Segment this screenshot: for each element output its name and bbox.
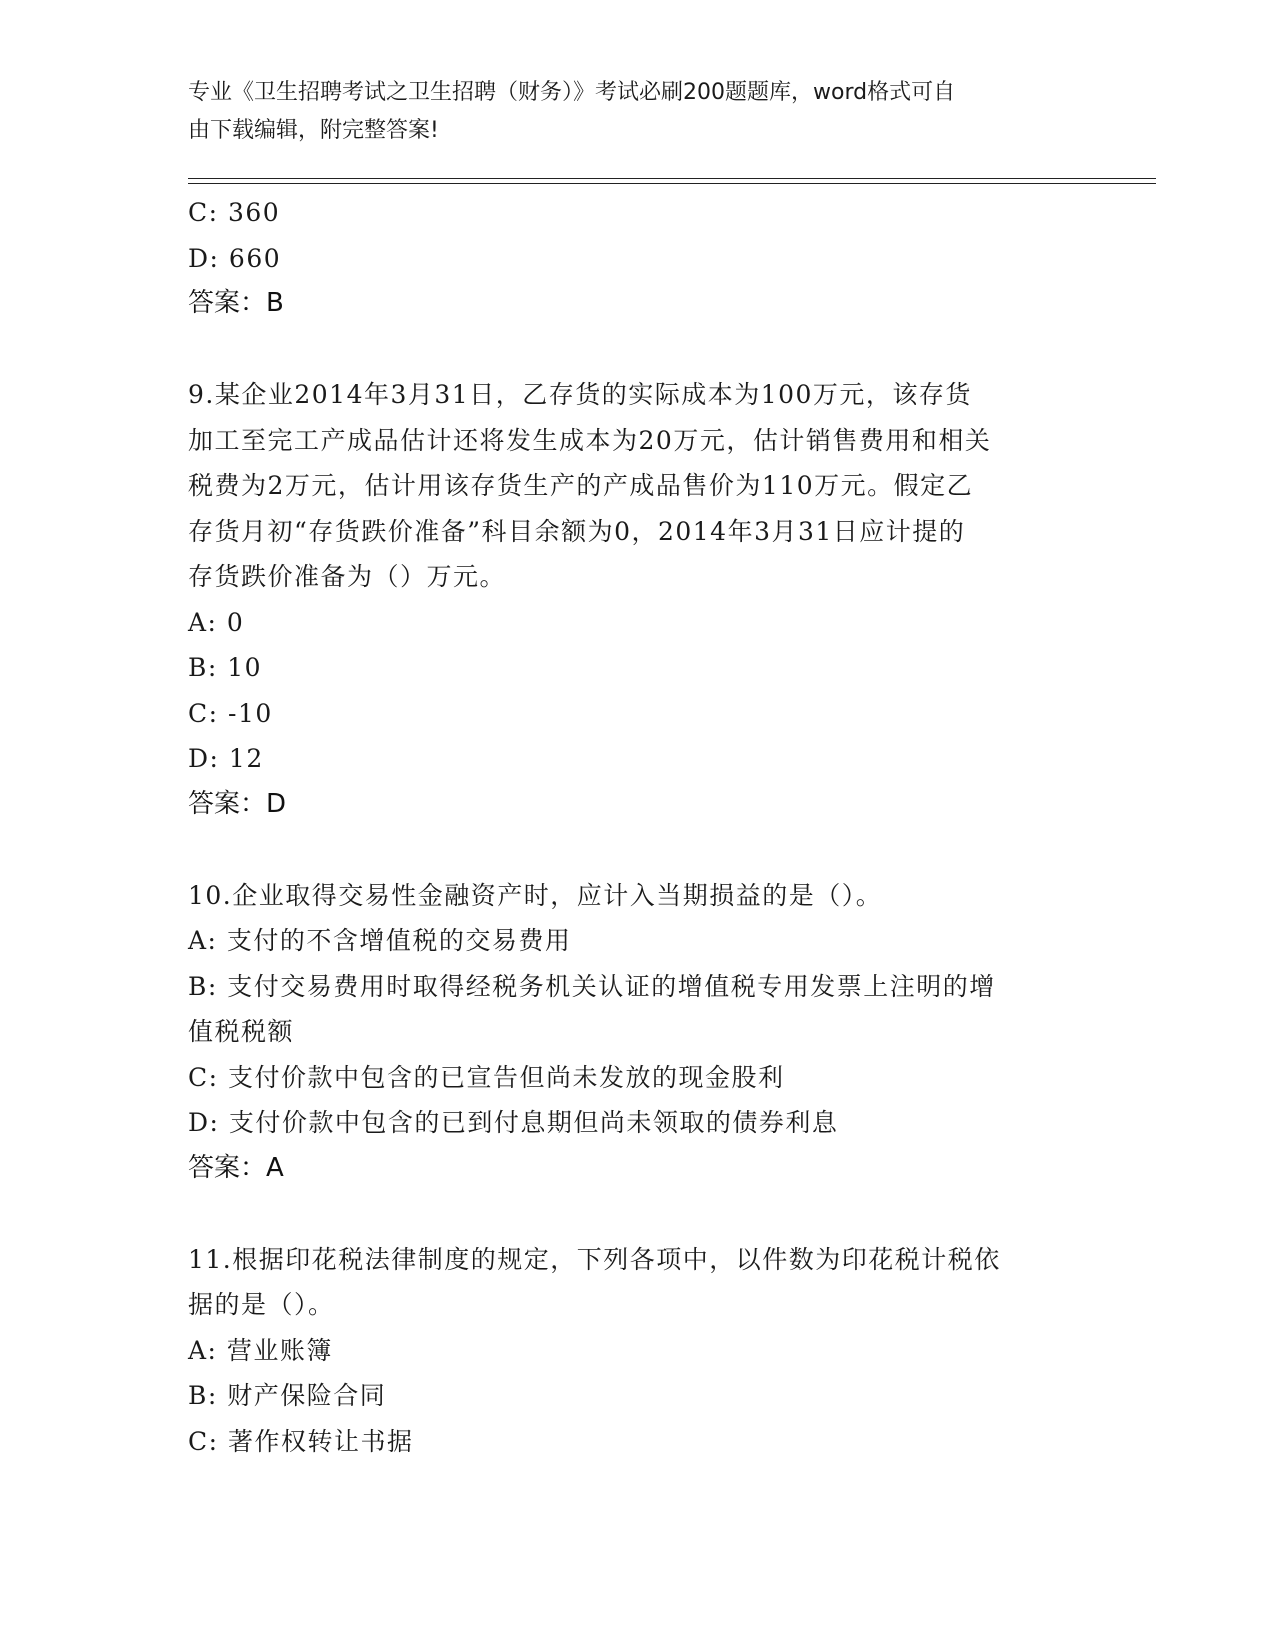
question-text-line: 存货跌价准备为（）万元。	[188, 562, 507, 591]
option-a: A: 支付的不含增值税的交易费用	[188, 926, 572, 955]
question-text-line: 税费为2万元，估计用该存货生产的产成品售价为110万元。假定乙	[188, 471, 974, 500]
document-header	[188, 74, 1068, 150]
option-b: B: 10	[188, 653, 263, 682]
document-body	[188, 190, 1088, 1464]
option-a: A: 0	[188, 607, 245, 637]
option-b-continued: 值税税额	[188, 1017, 295, 1046]
spacer	[188, 827, 1088, 873]
option-c: C: 著作权转让书据	[188, 1426, 414, 1456]
option-c: C: 支付价款中包含的已宣告但尚未发放的现金股利	[188, 1062, 785, 1092]
question-text-line: 11.根据印花税法律制度的规定，下列各项中，以件数为印花税计税依	[188, 1244, 1001, 1274]
question-10	[188, 873, 1088, 1192]
option-d: D: 12	[188, 744, 264, 773]
option-b: B: 财产保险合同	[188, 1381, 387, 1410]
option-c: C: 360	[188, 198, 281, 227]
question-11	[188, 1237, 1088, 1465]
spacer	[188, 327, 1088, 373]
option-c: C: -10	[188, 698, 273, 728]
answer-line: 答案：D	[188, 788, 287, 819]
answer-line: 答案：A	[188, 1152, 284, 1183]
question-text-line: 加工至完工产成品估计还将发生成本为20万元，估计销售费用和相关	[188, 425, 992, 455]
answer-line: 答案：B	[188, 288, 284, 318]
header-rule-thin	[188, 178, 1156, 179]
question-text-line: 10.企业取得交易性金融资产时，应计入当期损益的是（）。	[188, 880, 883, 910]
header-line-1: 专业《卫生招聘考试之卫生招聘（财务）》考试必刷200题题库，word格式可自	[188, 80, 956, 105]
question-8-tail	[188, 190, 1088, 327]
option-d: D: 660	[188, 243, 282, 273]
spacer	[188, 1191, 1088, 1237]
header-rule-thick	[188, 183, 1156, 184]
question-text-line: 9.某企业2014年3月31日，乙存货的实际成本为100万元，该存货	[188, 380, 972, 409]
option-a: A: 营业账簿	[188, 1335, 333, 1365]
option-b: B: 支付交易费用时取得经税务机关认证的增值税专用发票上注明的增	[188, 971, 996, 1001]
question-text-line: 存货月初“存货跌价准备”科目余额为0，2014年3月31日应计提的	[188, 516, 966, 546]
question-text-line: 据的是（）。	[188, 1290, 335, 1319]
option-d: D: 支付价款中包含的已到付息期但尚未领取的债券利息	[188, 1108, 839, 1137]
header-line-2: 由下载编辑，附完整答案!	[188, 118, 439, 143]
question-9	[188, 372, 1088, 827]
